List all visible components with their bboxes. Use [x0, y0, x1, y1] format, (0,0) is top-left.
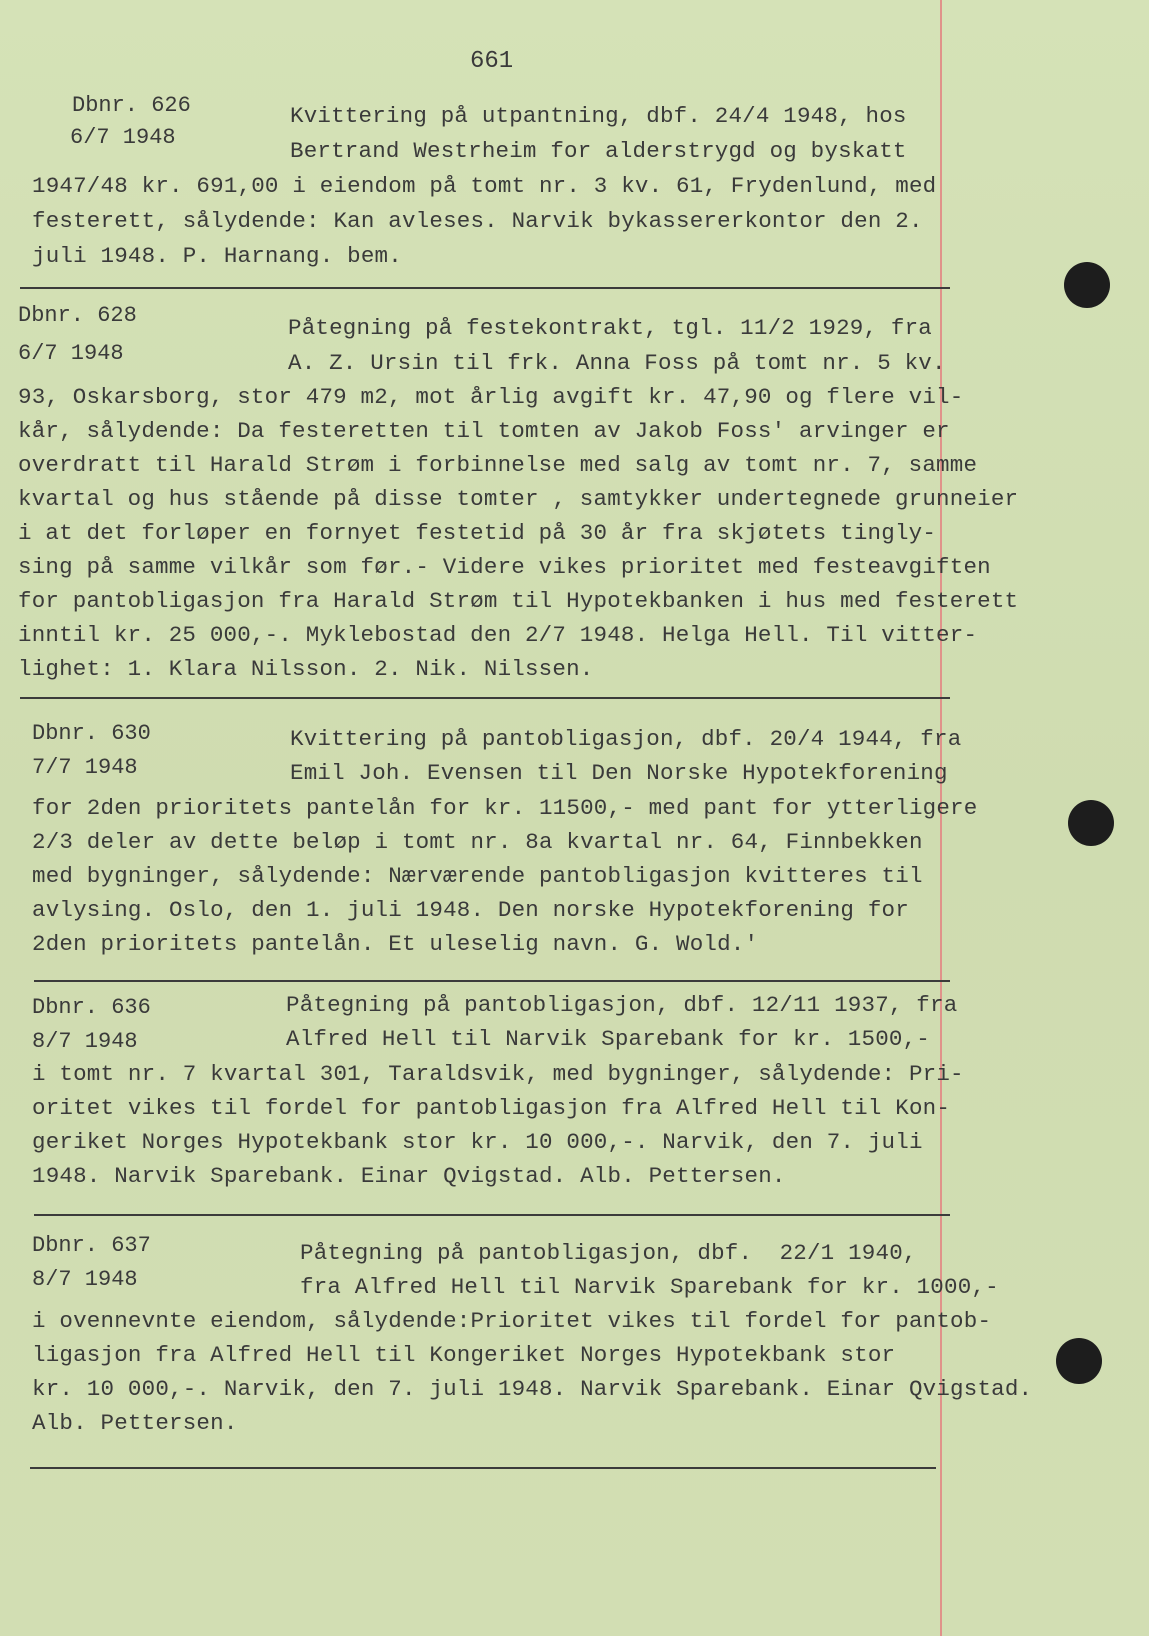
entry-line: Alfred Hell til Narvik Sparebank for kr. 1500,-	[286, 1026, 931, 1052]
entry-date: 7/7 1948	[32, 755, 138, 780]
entry-line: geriket Norges Hypotekbank stor kr. 10 000,-. Narvik, den 7. juli	[32, 1129, 923, 1155]
punch-hole	[1064, 262, 1110, 308]
entry-date: 6/7 1948	[18, 341, 124, 366]
entry-line: inntil kr. 25 000,-. Myklebostad den 2/7 1948. Helga Hell. Til vitter-	[18, 622, 978, 648]
entry-divider	[20, 697, 950, 699]
entry-line: sing på samme vilkår som før.- Videre vikes prioritet med festeavgiften	[18, 554, 991, 580]
entry-line: for 2den prioritets pantelån for kr. 11500,- med pant for ytterligere	[32, 795, 978, 821]
entry-line: ligasjon fra Alfred Hell til Kongeriket Norges Hypotekbank stor	[32, 1342, 896, 1368]
entry-line: 1948. Narvik Sparebank. Einar Qvigstad. Alb. Pettersen.	[32, 1163, 786, 1189]
page-number: 661	[470, 48, 514, 75]
entry-line: Emil Joh. Evensen til Den Norske Hypotekforening	[290, 760, 948, 786]
entry-divider	[20, 287, 950, 289]
entry-line: 93, Oskarsborg, stor 479 m2, mot årlig avgift kr. 47,90 og flere vil-	[18, 384, 964, 410]
entry-date: 6/7 1948	[70, 125, 176, 150]
entry-line: Alb. Pettersen.	[32, 1410, 238, 1436]
entry-line: 2/3 deler av dette beløp i tomt nr. 8a kvartal nr. 64, Finnbekken	[32, 829, 923, 855]
entry-line: avlysing. Oslo, den 1. juli 1948. Den norske Hypotekforening for	[32, 897, 909, 923]
entry-dbnr: Dbnr. 630	[32, 721, 151, 746]
entry-line: oritet vikes til fordel for pantobligasjon fra Alfred Hell til Kon-	[32, 1095, 951, 1121]
entry-line: A. Z. Ursin til frk. Anna Foss på tomt nr. 5 kv.	[288, 350, 946, 376]
punch-hole	[1056, 1338, 1102, 1384]
entry-dbnr: Dbnr. 628	[18, 303, 137, 328]
entry-line: festerett, sålydende: Kan avleses. Narvik bykassererkontor den 2.	[32, 208, 923, 234]
entry-divider	[30, 1467, 936, 1469]
punch-hole	[1068, 800, 1114, 846]
entry-line: juli 1948. P. Harnang. bem.	[32, 243, 402, 269]
entry-line: for pantobligasjon fra Harald Strøm til Hypotekbanken i hus med festerett	[18, 588, 1019, 614]
entry-line: fra Alfred Hell til Narvik Sparebank for kr. 1000,-	[300, 1274, 999, 1300]
entry-line: i tomt nr. 7 kvartal 301, Taraldsvik, med bygninger, sålydende: Pri-	[32, 1061, 964, 1087]
entry-divider	[34, 1214, 950, 1216]
entry-line: kår, sålydende: Da festeretten til tomten av Jakob Foss' arvinger er	[18, 418, 950, 444]
entry-line: 1947/48 kr. 691,00 i eiendom på tomt nr. 3 kv. 61, Frydenlund, med	[32, 173, 937, 199]
entry-line: Påtegning på pantobligasjon, dbf. 22/1 1940,	[300, 1240, 917, 1266]
entry-line: Påtegning på festekontrakt, tgl. 11/2 1929, fra	[288, 315, 933, 341]
entry-divider	[34, 980, 950, 982]
entry-line: kr. 10 000,-. Narvik, den 7. juli 1948. Narvik Sparebank. Einar Qvigstad.	[32, 1376, 1033, 1402]
entry-dbnr: Dbnr. 636	[32, 995, 151, 1020]
entry-line: Kvittering på utpantning, dbf. 24/4 1948, hos	[290, 103, 907, 129]
entry-dbnr: Dbnr. 626	[72, 93, 191, 118]
entry-line: i ovennevnte eiendom, sålydende:Prioritet vikes til fordel for pantob-	[32, 1308, 992, 1334]
entry-dbnr: Dbnr. 637	[32, 1233, 151, 1258]
entry-date: 8/7 1948	[32, 1267, 138, 1292]
entry-line: med bygninger, sålydende: Nærværende pantobligasjon kvitteres til	[32, 863, 923, 889]
entry-line: overdratt til Harald Strøm i forbinnelse med salg av tomt nr. 7, samme	[18, 452, 978, 478]
entry-line: 2den prioritets pantelån. Et uleselig navn. G. Wold.'	[32, 931, 759, 957]
entry-line: lighet: 1. Klara Nilsson. 2. Nik. Nilssen.	[18, 656, 594, 682]
entry-line: Kvittering på pantobligasjon, dbf. 20/4 1944, fra	[290, 726, 962, 752]
entry-line: i at det forløper en fornyet festetid på 30 år fra skjøtets tingly-	[18, 520, 937, 546]
entry-line: Påtegning på pantobligasjon, dbf. 12/11 1937, fra	[286, 992, 958, 1018]
entry-line: kvartal og hus stående på disse tomter , samtykker undertegnede grunneier	[18, 486, 1019, 512]
entry-line: Bertrand Westrheim for alderstrygd og byskatt	[290, 138, 907, 164]
entry-date: 8/7 1948	[32, 1029, 138, 1054]
